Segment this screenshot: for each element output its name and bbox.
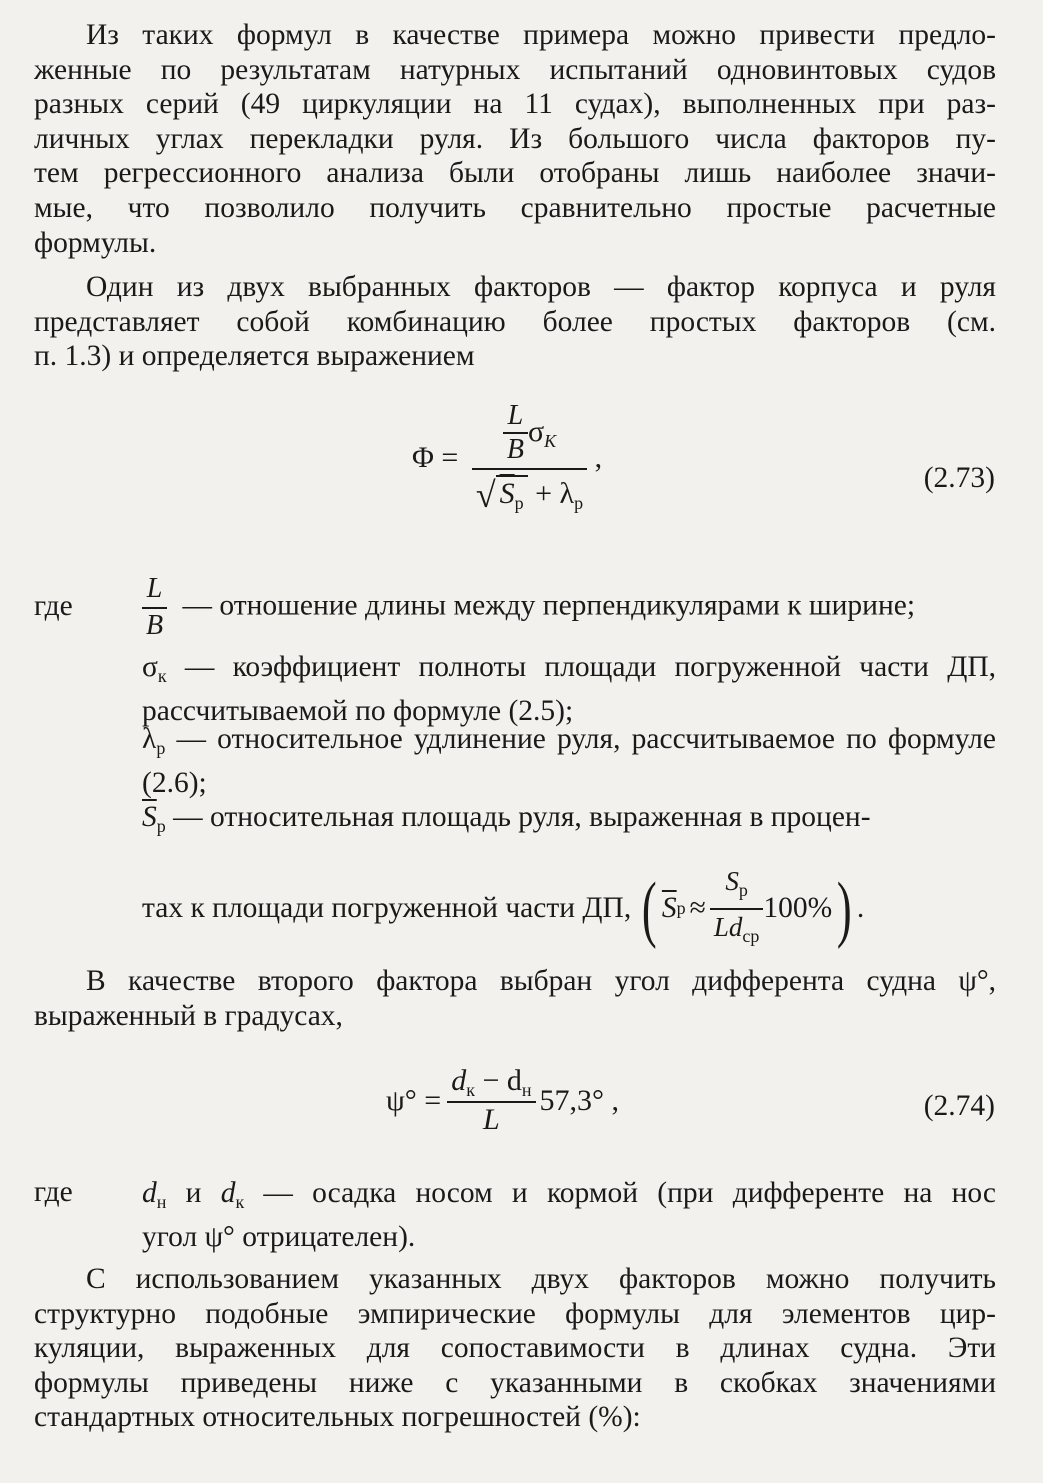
text-line: тем регрессионного анализа были отобраны лишь наиболее значи- bbox=[34, 157, 996, 190]
definition-drafts: $d_н$ и $d_к$ — осадка носом и кормой (при дифференте на нос угол ψ° отрицателен). bbox=[142, 1177, 997, 1253]
definition-l-over-b: $\frac{L}{B}$ — отношение длины между перпендикулярами к ширине; bbox=[142, 572, 996, 643]
text-line: женные по результатам натурных испытаний одновинтовых судов bbox=[34, 53, 996, 86]
sigma-symbol: $\sigma_K$ bbox=[527, 414, 557, 451]
main-fraction bbox=[472, 400, 587, 516]
text-line: формулы. bbox=[34, 226, 157, 259]
text-line: разных серий (49 циркуляции на 11 судах), выполненных при раз- bbox=[34, 88, 996, 121]
where-label: где bbox=[34, 1176, 73, 1208]
equation-2-74: ψ° = $\frac{d_к - d_н}{L}$ 57,3° , bbox=[386, 1064, 620, 1136]
fraction-numerator bbox=[499, 400, 560, 466]
approx-expression: $\overline{S}$ р ≈ $\frac{S_р}{Ld_{ср}}$ 100% bbox=[662, 864, 832, 953]
s-over-ld-fraction: $\frac{S_р}{Ld_{ср}}$ bbox=[710, 864, 764, 953]
where-label: где bbox=[34, 590, 73, 622]
paragraph-trim-angle bbox=[34, 964, 996, 1033]
l-over-b-fraction bbox=[503, 400, 528, 466]
text-line: стандартных относительных погрешностей (%): bbox=[34, 1401, 641, 1434]
paragraph-empirical-formulas bbox=[34, 1262, 996, 1435]
text-line: личных углах перекладки руля. Из большого числа факторов пу- bbox=[34, 122, 996, 155]
text-line: мые, что позволило получить сравнительно простые расчетные bbox=[34, 191, 996, 224]
paragraph-factor-hull bbox=[34, 270, 996, 374]
definition-lambda-r: $\lambda_р$ — относительное удлинение руля, рассчитываемое по формуле (2.6); bbox=[142, 723, 996, 799]
fraction-denominator: √ $S_р + \lambda_р$ bbox=[475, 475, 584, 515]
sqrt-icon: √ bbox=[475, 475, 496, 515]
text-line: формулы приведены ниже с указанными в скобках значениями bbox=[34, 1366, 996, 1399]
paragraph-intro bbox=[34, 18, 996, 260]
equation-number-2-74: (2.74) bbox=[923, 1090, 995, 1122]
equation-2-73: Φ = $\frac{L}{B}$ $\sigma_K$ √ $S_р + \lambda_р$ , bbox=[412, 400, 603, 515]
text-line: структурно подобные эмпирические формулы для элементов цир- bbox=[34, 1297, 996, 1330]
text-line: Из таких формул в качестве примера можно привести предло- bbox=[86, 19, 996, 51]
l-over-b-fraction: $\frac{L}{B}$ bbox=[142, 572, 167, 643]
definition-s-r-continued: тах к площади погруженной части ДП, ( $\overline{S}$ р ≈ $\frac{S_р}{Ld_{ср}}$ 100% ) . bbox=[142, 864, 996, 953]
right-paren: ) bbox=[837, 867, 852, 950]
equation-lhs: Φ = bbox=[412, 441, 459, 474]
definition-sigma-k: $\sigma_к$ — коэффициент полноты площади погруженной части ДП, рассчитываемой по формуле (2.5); bbox=[142, 651, 996, 727]
left-paren: ( bbox=[642, 867, 657, 950]
trim-fraction: $\frac{d_к - d_н}{L}$ bbox=[447, 1064, 535, 1137]
sqrt-argument: $S_р$ bbox=[496, 475, 528, 510]
text-line: Один из двух выбранных факторов — фактор корпуса и руля bbox=[86, 271, 996, 303]
equation-number-2-73: (2.73) bbox=[923, 462, 995, 494]
text-line: В качестве второго фактора выбран угол дифферента судна ψ°, bbox=[86, 965, 996, 997]
text-line: п. 1.3) и определяется выражением bbox=[34, 340, 475, 373]
breadth-symbol: B bbox=[506, 434, 524, 465]
text-line: С использованием указанных двух факторов можно получить bbox=[86, 1263, 996, 1295]
text-line: представляет собой комбинацию более простых факторов (см. bbox=[34, 305, 996, 338]
text-line: выраженный в градусах, bbox=[34, 999, 343, 1032]
length-symbol: L bbox=[507, 400, 524, 431]
text-line: куляции, выраженных для сопоставимости в длинах судна. Эти bbox=[34, 1332, 996, 1365]
definition-s-r: $\overline{S}_р$ — относительная площадь руля, выраженная в процен- bbox=[142, 801, 871, 836]
